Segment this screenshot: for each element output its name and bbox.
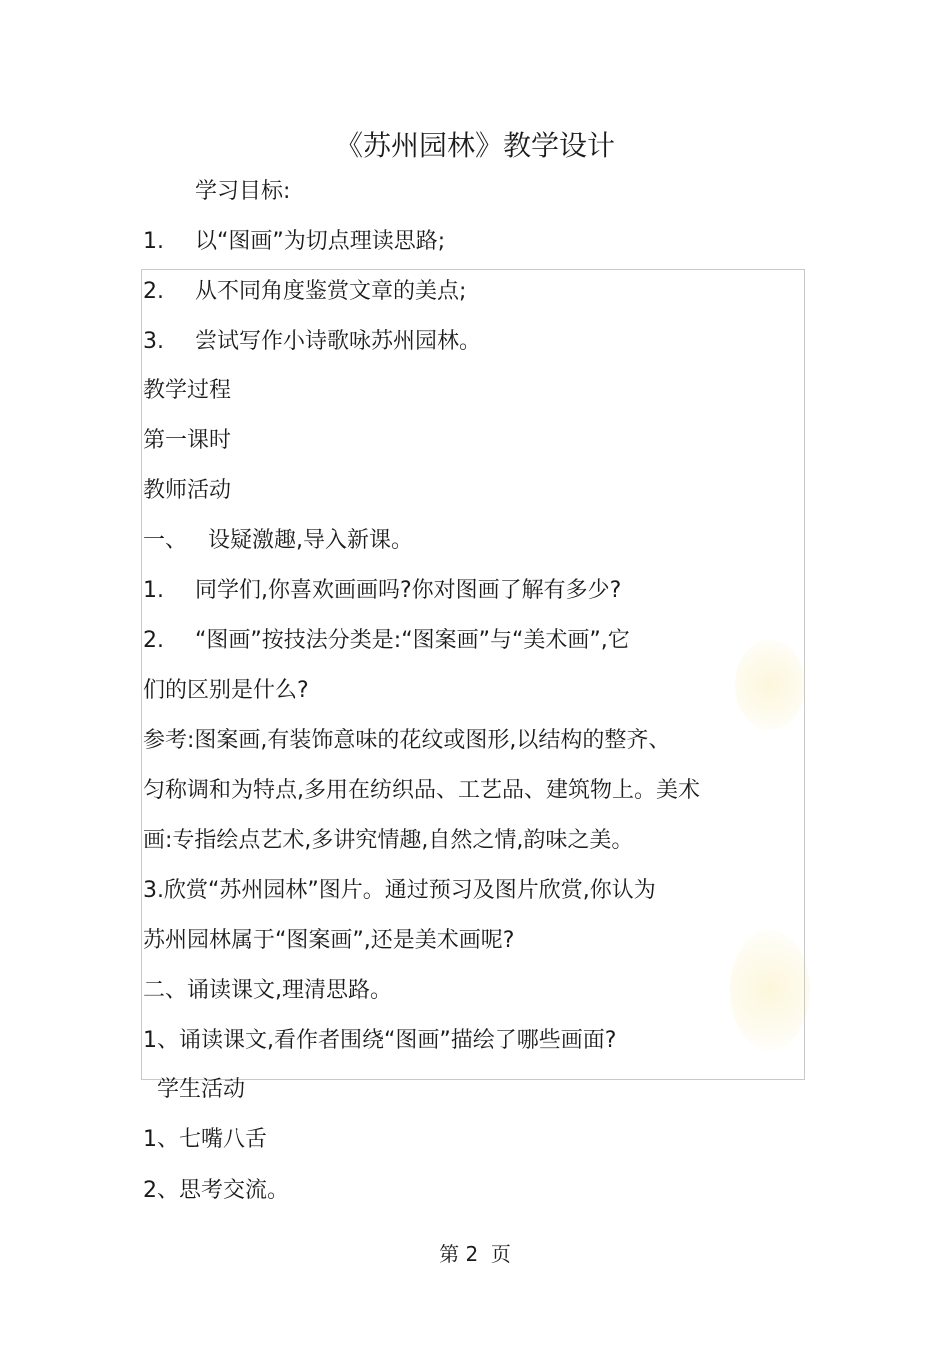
teacher-heading: 教师活动 — [143, 478, 232, 503]
page-number: 第 2 页 — [439, 1242, 511, 1266]
reference-line: 画:专指绘点艺术,多讲究情趣,自然之情,韵味之美。 — [143, 828, 634, 853]
objective-text: 尝试写作小诗歌咏苏州园林。 — [195, 329, 482, 354]
question-text-continued: 们的区别是什么? — [143, 678, 309, 703]
objective-text: 从不同角度鉴赏文章的美点; — [195, 279, 467, 304]
student-heading: 学生活动 — [157, 1077, 246, 1102]
reference-line: 参考:图案画,有装饰意味的花纹或图形,以结构的整齐、 — [143, 728, 671, 753]
objective-text: 以“图画”为切点理读思路; — [195, 229, 446, 254]
objective-item — [143, 278, 466, 306]
objective-number: 2. — [143, 279, 164, 304]
objective-number: 1. — [143, 229, 164, 254]
student-item: 2、思考交流。 — [143, 1178, 289, 1203]
objective-number: 3. — [143, 329, 164, 354]
student-item: 1、七嘴八舌 — [143, 1127, 267, 1152]
section-heading — [143, 527, 413, 555]
question-text: “图画”按技法分类是:“图案画”与“美术画”,它 — [195, 628, 630, 653]
process-heading: 教学过程 — [143, 378, 232, 403]
question-number: 2. — [143, 628, 164, 653]
question-item — [143, 627, 630, 655]
question-line: 3.欣赏“苏州园林”图片。通过预习及图片欣赏,你认为 — [143, 878, 656, 903]
lesson-label: 第一课时 — [143, 428, 232, 453]
objective-item — [143, 228, 445, 256]
question-number: 1. — [143, 578, 164, 603]
question-line: 苏州园林属于“图案画”,还是美术画呢? — [143, 928, 515, 953]
objective-item — [143, 328, 481, 356]
section-heading: 二、诵读课文,理清思路。 — [143, 978, 392, 1003]
section-number: 一、 — [143, 528, 188, 553]
content-frame — [141, 269, 805, 1080]
question-item — [143, 577, 621, 605]
document-title: 《苏州园林》教学设计 — [334, 129, 615, 162]
section-item: 1、诵读课文,看作者围绕“图画”描绘了哪些画面? — [143, 1028, 617, 1053]
reference-line: 匀称调和为特点,多用在纺织品、工艺品、建筑物上。美术 — [143, 778, 700, 803]
question-text: 同学们,你喜欢画画吗?你对图画了解有多少? — [195, 578, 622, 603]
objectives-heading: 学习目标: — [195, 179, 291, 204]
section-text: 设疑激趣,导入新课。 — [208, 528, 413, 553]
